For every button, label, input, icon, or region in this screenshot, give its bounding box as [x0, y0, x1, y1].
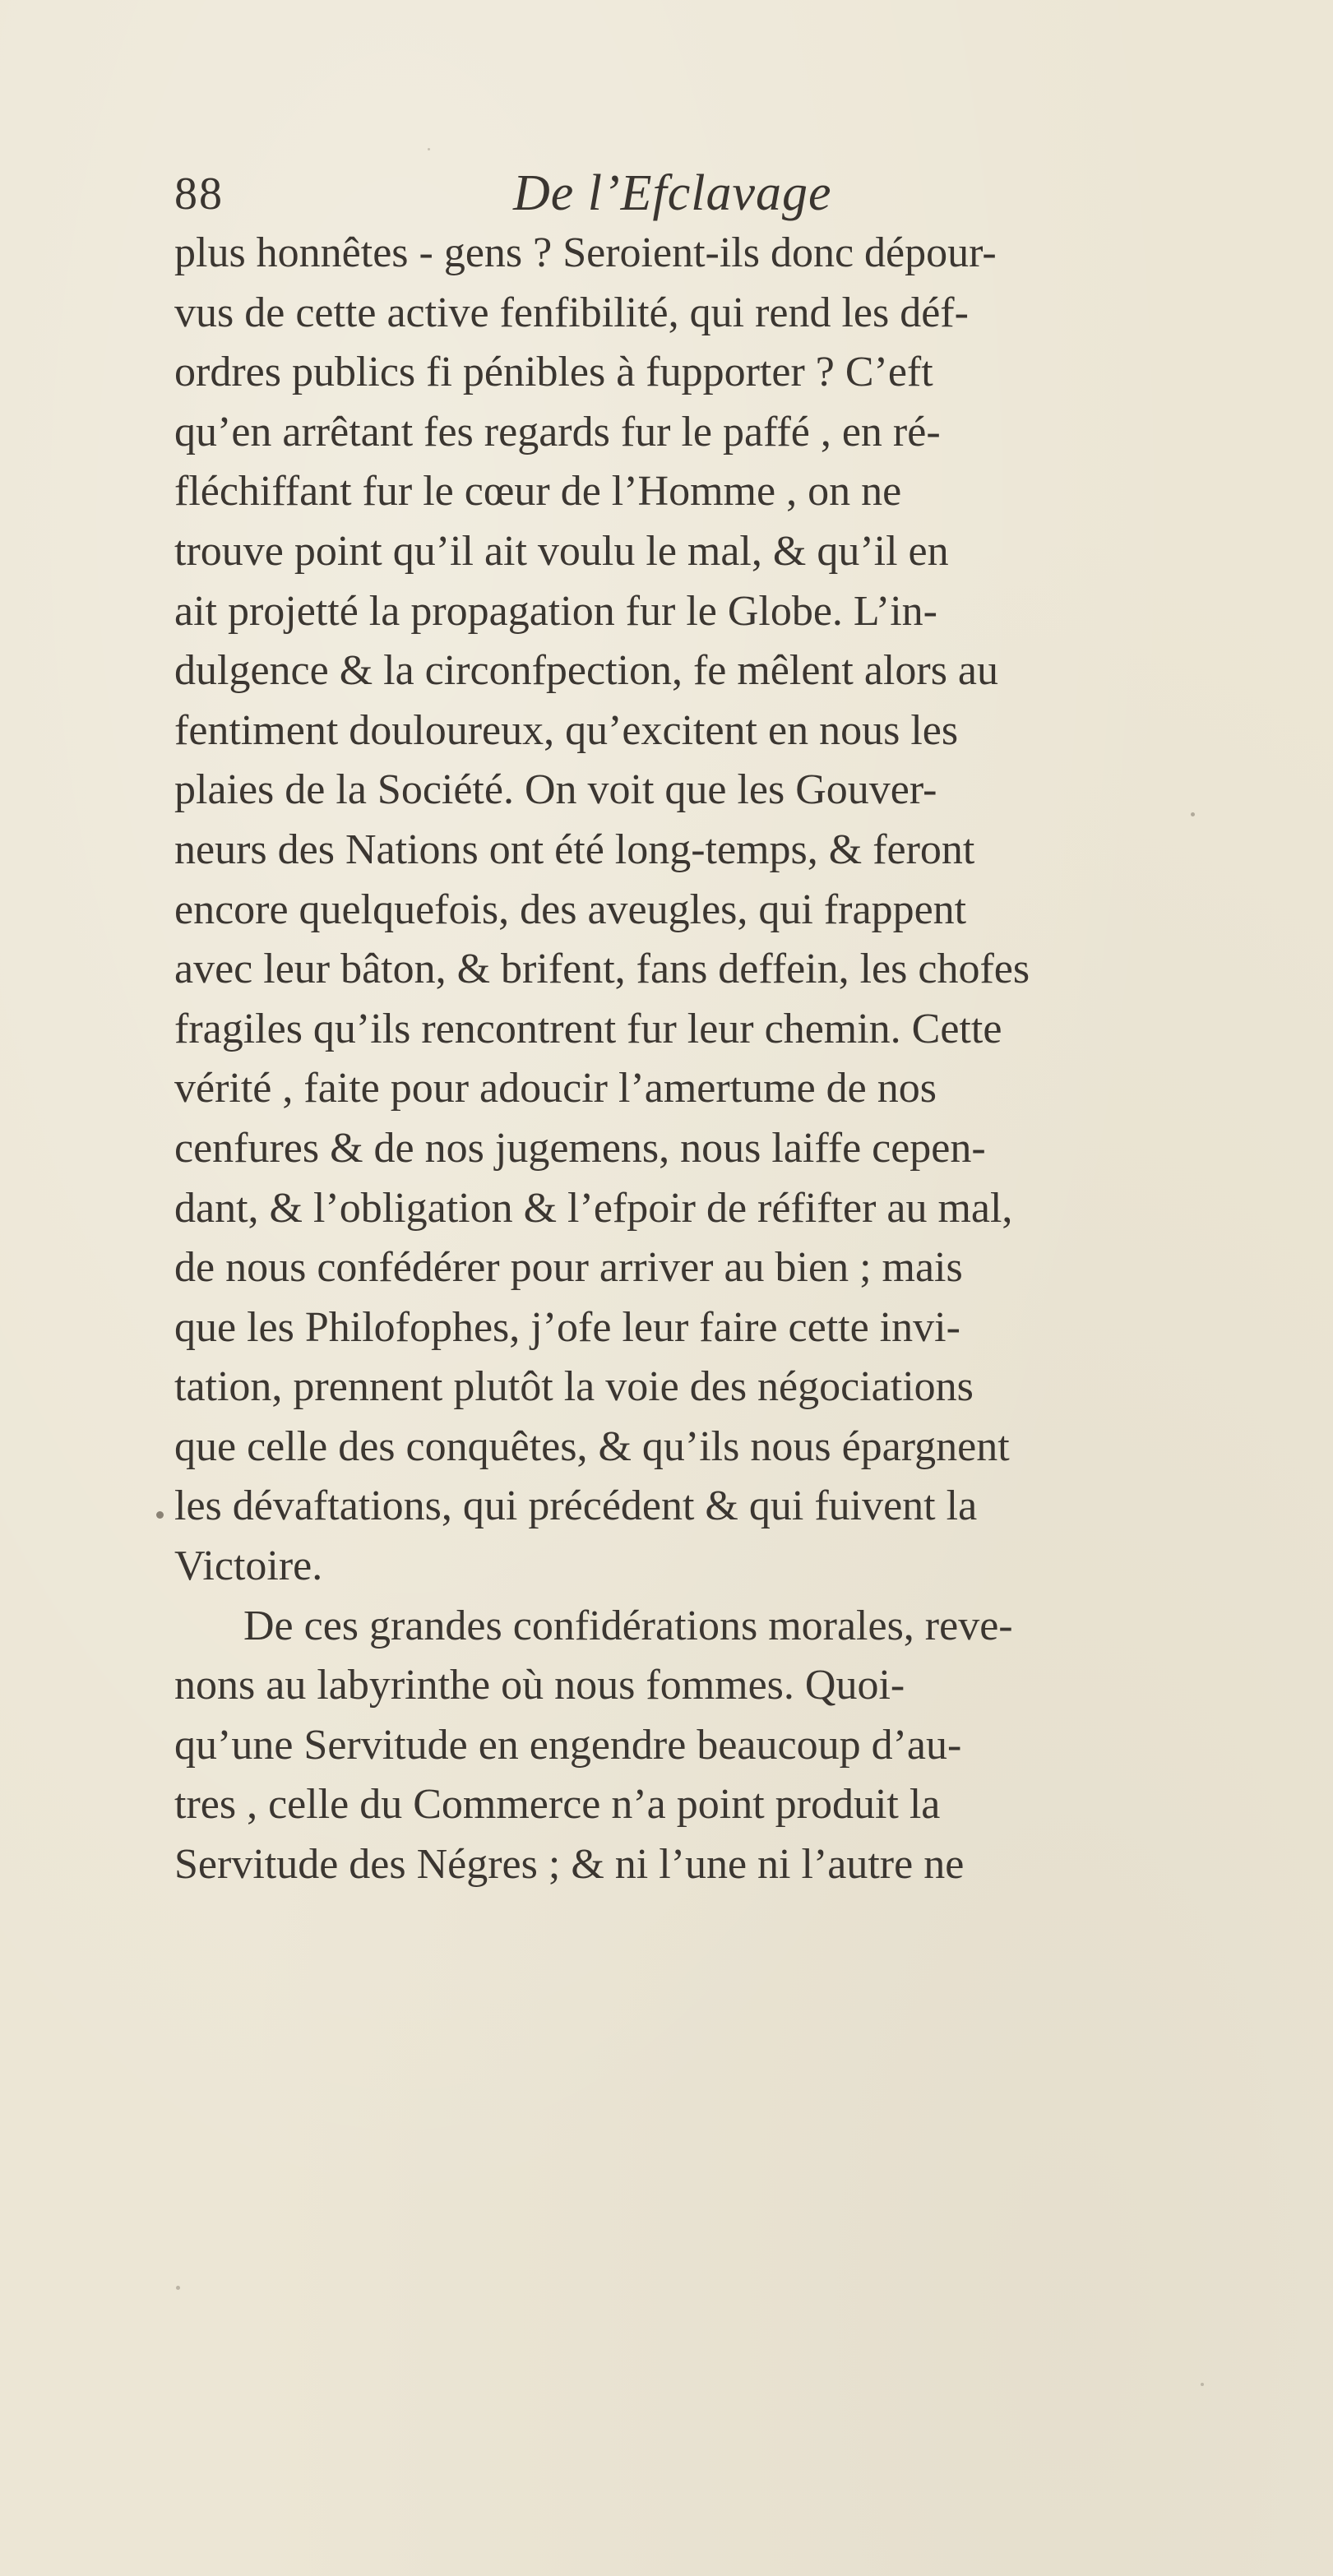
paper-speck [428, 148, 430, 150]
text-line: avec leur bâton, & brifent, fans deffein, les chofes [174, 946, 1030, 993]
text-line: encore quelquefois, des aveugles, qui frappent [174, 886, 967, 933]
running-title: De l’Efclavage [513, 165, 832, 221]
text-line: vus de cette active fenfibilité, qui rend les déf- [174, 289, 969, 336]
text-line: que les Philofophes, j’ofe leur faire cette invi- [174, 1303, 960, 1351]
text-line: ordres publics fi pénibles à fupporter ? C’eft [174, 349, 933, 396]
text-line: plaies de la Société. On voit que les Gouver- [174, 766, 937, 814]
text-line: plus honnêtes - gens ? Seroient-ils donc dépour- [174, 229, 997, 276]
text-line: qu’une Servitude en engendre beaucoup d’au- [174, 1721, 962, 1769]
text-line: qu’en arrêtant fes regards fur le paffé , en ré- [174, 408, 941, 456]
text-line: fragiles qu’ils rencontrent fur leur chemin. Cette [174, 1005, 1002, 1052]
text-line: trouve point qu’il ait voulu le mal, & qu’il en [174, 527, 949, 575]
text-line: De ces grandes confidérations morales, reve- [243, 1602, 1013, 1649]
paper-speck [176, 2286, 180, 2290]
text-line: fentiment douloureux, qu’excitent en nous les [174, 706, 959, 754]
text-line: neurs des Nations ont été long-temps, & feront [174, 826, 975, 873]
page-number: 88 [174, 169, 224, 220]
body-text [174, 224, 1253, 1895]
text-line: Servitude des Négres ; & ni l’une ni l’autre ne [174, 1841, 965, 1889]
text-line: Victoire. [174, 1542, 323, 1590]
paper-speck [156, 1511, 164, 1519]
paper-speck [1191, 812, 1195, 816]
text-line: tation, prennent plutôt la voie des négociations [174, 1363, 974, 1411]
text-line: nons au labyrinthe où nous fommes. Quoi- [174, 1662, 905, 1709]
text-line: tres , celle du Commerce n’a point produit la [174, 1781, 941, 1829]
text-line: les dévaftations, qui précédent & qui fuivent la [174, 1482, 978, 1530]
text-line: dulgence & la circonfpection, fe mêlent alors au [174, 647, 999, 695]
text-line: cenfures & de nos jugemens, nous laiffe cepen- [174, 1124, 986, 1172]
text-line: de nous confédérer pour arriver au bien ; mais [174, 1244, 963, 1292]
text-line: que celle des conquêtes, & qu’ils nous épargnent [174, 1422, 1010, 1470]
text-line: fléchiffant fur le cœur de l’Homme , on ne [174, 468, 902, 516]
text-line: vérité , faite pour adoucir l’amertume de nos [174, 1065, 937, 1112]
running-head [174, 164, 1235, 230]
paper-speck [1201, 2383, 1204, 2386]
text-line: dant, & l’obligation & l’efpoir de réfifter au mal, [174, 1184, 1013, 1232]
text-line: ait projetté la propagation fur le Globe. L’in- [174, 587, 938, 635]
